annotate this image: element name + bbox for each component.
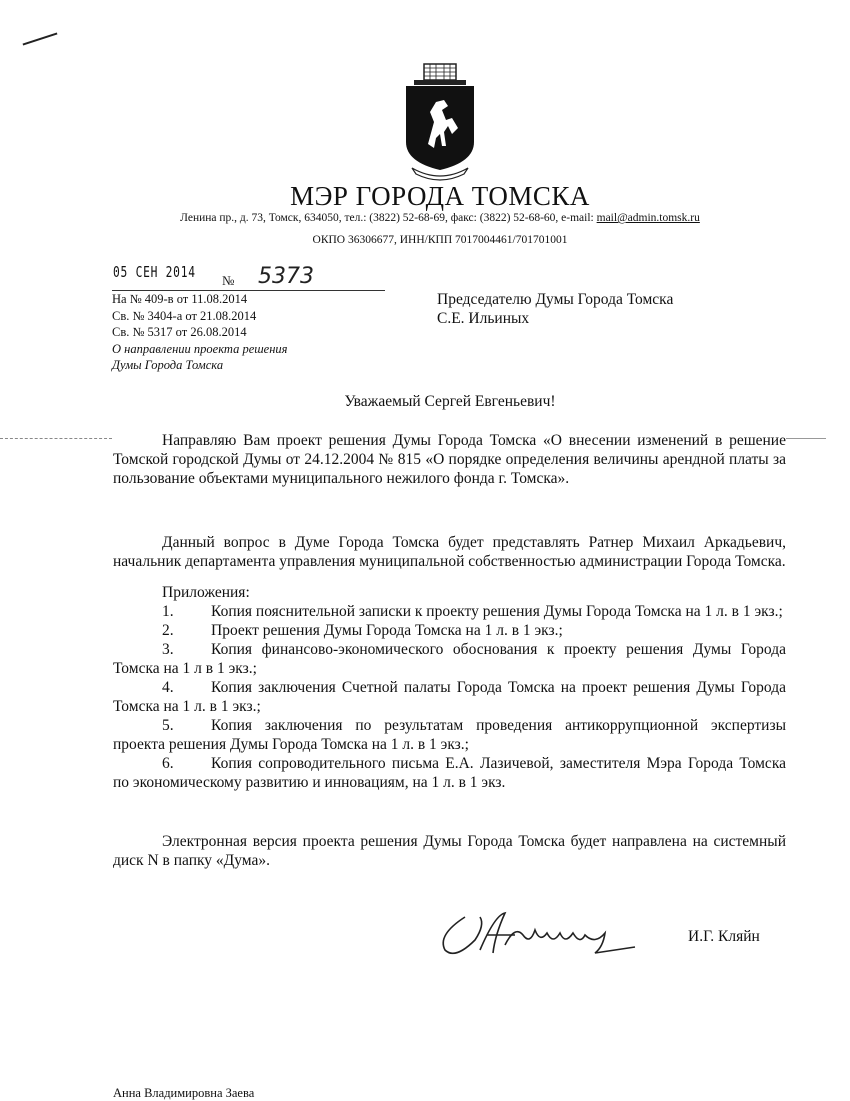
executor-name: Анна Владимировна Заева: [113, 1086, 255, 1100]
paragraph-2: Данный вопрос в Думе Города Томска будет представлять Ратнер Михаил Аркадьевич, начальник департамента управления муниципальной собственностью администрации Города Томска.: [113, 534, 786, 570]
item-number: 3.: [162, 641, 174, 658]
item-text: Проект решения Думы Города Томска на 1 л. в 1 экз.;: [211, 622, 563, 639]
item-text: Копия финансово-экономического обоснования к проекту решения Думы Города Томска на 1 л в 1 экз.;: [113, 641, 786, 677]
handwritten-signature: [435, 905, 645, 970]
attachments-list: [113, 583, 786, 792]
recipient-block: [437, 290, 673, 328]
ref-line: Св. № 5317 от 26.08.2014: [112, 325, 247, 339]
greeting: Уважаемый Сергей Евгеньевич!: [344, 393, 556, 410]
item-number: 4.: [162, 679, 174, 696]
attachment-item: [113, 716, 786, 754]
item-number: 6.: [162, 755, 174, 772]
address-text: Ленина пр., д. 73, Томск, 634050, тел.: (3822) 52-68-69, факс: (3822) 52-68-60, e-mail:: [180, 212, 597, 224]
recipient-title: Председателю Думы Города Томска: [437, 291, 674, 308]
item-number: 5.: [162, 717, 174, 734]
attachment-item: [113, 640, 786, 678]
paragraph-1: Направляю Вам проект решения Думы Города Томска «О внесении изменений в решение Томской городской Думы от 24.12.2004 № 815 «О порядке определения величины арендной платы за пользование объектами муниципального нежилого фонда г. Томска».: [113, 432, 786, 487]
letterhead-address: [0, 212, 850, 224]
attachment-item: [113, 678, 786, 716]
attachment-item: [113, 621, 786, 640]
item-number: 2.: [162, 622, 174, 639]
reference-list: [112, 291, 288, 374]
item-text: Копия заключения по результатам проведения антикоррупционной экспертизы проекта решения Думы Города Томска на 1 л. в 1 экз.;: [113, 717, 786, 753]
email-link[interactable]: mail@admin.tomsk.ru: [596, 212, 700, 224]
closing-paragraph: Электронная версия проекта решения Думы Города Томска будет направлена на системный диск N в папку «Дума».: [113, 833, 786, 869]
date-stamp: 05 СЕН 2014: [113, 263, 196, 281]
subject-line: О направлении проекта решения: [112, 341, 288, 356]
item-text: Копия пояснительной записки к проекту решения Думы Города Томска на 1 л. в 1 экз.;: [211, 603, 783, 620]
item-number: 1.: [162, 603, 174, 620]
scan-line: [0, 438, 112, 439]
item-text: Копия сопроводительного письма Е.А. Лазичевой, заместителя Мэра Города Томска по экономическому развитию и инновациям, на 1 л. в 1 экз.: [113, 755, 786, 791]
scan-line: [786, 438, 826, 439]
pen-mark: [23, 32, 58, 45]
attachment-item: [113, 602, 786, 621]
attachments-heading: Приложения:: [162, 584, 250, 601]
recipient-name: С.Е. Ильиных: [437, 310, 530, 327]
attachment-item: [113, 754, 786, 792]
registration-number: 5373: [258, 264, 314, 289]
number-sign: №: [222, 273, 235, 288]
ref-line: Св. № 3404-а от 21.08.2014: [112, 308, 257, 323]
ref-line: На № 409-в от 11.08.2014: [112, 292, 248, 306]
subject-line: Думы Города Томска: [112, 358, 224, 372]
coat-of-arms-emblem: [400, 62, 480, 189]
letterhead-title: МЭР ГОРОДА ТОМСКА: [290, 181, 590, 211]
letterhead-okpo: ОКПО 36306677, ИНН/КПП 7017004461/701701001: [312, 234, 568, 246]
signatory-name: И.Г. Кляйн: [688, 928, 760, 945]
item-text: Копия заключения Счетной палаты Города Томска на проект решения Думы Города Томска на 1 л. в 1 экз.;: [113, 679, 786, 715]
